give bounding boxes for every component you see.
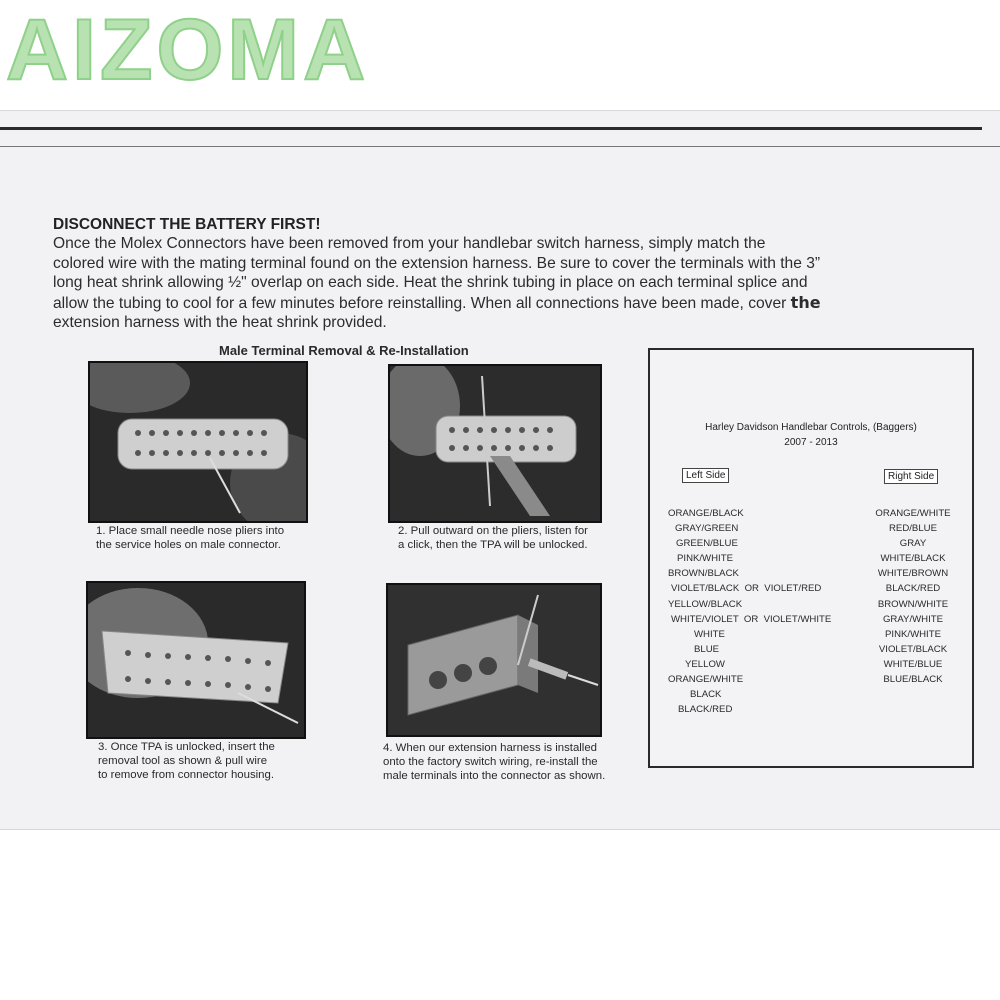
step-2-caption-line-2: a click, then the TPA will be unlocked. [398, 538, 588, 551]
wiring-chart-title: Harley Davidson Handlebar Controls, (Baggers) [705, 422, 917, 433]
step-4-caption-line-2: onto the factory switch wiring, re-install the [383, 755, 598, 768]
left-wire-item: BLACK/RED [678, 704, 733, 716]
step-2-caption [398, 525, 588, 553]
left-wire-item: WHITE [694, 628, 725, 640]
right-wire-item: GRAY/WHITE [882, 613, 944, 625]
step-3-caption [98, 741, 275, 782]
left-wire-item: ORANGE/BLACK [668, 508, 744, 519]
right-wire-item: GRAY [899, 538, 927, 550]
left-side-wire-list [668, 506, 848, 717]
left-side-label: Left Side [682, 468, 729, 483]
left-wire-item: VIOLET/BLACK OR VIOLET/RED [671, 583, 822, 595]
top-rule [0, 127, 982, 130]
step-2-caption-line-1: 2. Pull outward on the pliers, listen for [398, 525, 588, 537]
step-4-photo [386, 583, 602, 737]
step-1-photo [88, 361, 308, 523]
intro-text [53, 215, 988, 332]
right-wire-item: RED/BLUE [889, 523, 937, 535]
right-wire-item: WHITE/BLUE [883, 658, 943, 670]
step-4-caption-line-3: male terminals into the connector as shown. [383, 769, 606, 782]
left-wire-item: GREEN/BLUE [676, 538, 738, 550]
left-wire-item: YELLOW [685, 658, 725, 670]
right-wire-item: WHITE/BROWN [877, 568, 949, 580]
right-wire-item: BLACK/RED [885, 583, 941, 595]
wiring-chart [648, 348, 974, 768]
step-1-caption-line-1: 1. Place small needle nose pliers into [96, 525, 285, 537]
intro-line-3: long heat shrink allowing ½" overlap on each side. Heat the shrink tubing in place on each terminal splice and [53, 274, 808, 292]
section-title: Male Terminal Removal & Re-Installation [219, 343, 469, 358]
step-3-caption-line-1: 3. Once TPA is unlocked, insert the [98, 741, 275, 753]
intro-line-4 [53, 293, 988, 313]
intro-line-5: extension harness with the heat shrink provided. [53, 314, 387, 332]
wiring-chart-years: 2007 - 2013 [784, 437, 838, 448]
right-side-label: Right Side [884, 469, 938, 484]
intro-line-1: Once the Molex Connectors have been removed from your handlebar switch harness, simply match the [53, 235, 766, 253]
right-wire-item: WHITE/BLACK [880, 553, 946, 565]
aizoma-logo: AIZOMA [6, 2, 370, 98]
step-3-photo [86, 581, 306, 739]
instruction-sheet [0, 110, 1000, 830]
right-wire-item: VIOLET/BLACK [878, 643, 948, 655]
right-side-wire-list [868, 506, 958, 687]
left-wire-item: BLUE [694, 643, 720, 655]
right-wire-item: BLUE/BLACK [883, 674, 943, 686]
top-rule-thin [0, 146, 1000, 147]
left-wire-item: PINK/WHITE [677, 553, 733, 565]
left-wire-item: YELLOW/BLACK [668, 598, 743, 610]
battery-warning-heading: DISCONNECT THE BATTERY FIRST! [53, 216, 321, 233]
intro-line-2: colored wire with the mating terminal found on the extension harness. Be sure to cover the terminals with the 3” [53, 254, 821, 272]
intro-line-4-emphasis: the [790, 292, 821, 312]
step-1-caption [96, 525, 284, 553]
left-wire-item: BLACK [690, 689, 722, 701]
step-4-caption-line-1: 4. When our extension harness is installed [383, 742, 598, 754]
right-wire-item: ORANGE/WHITE [875, 508, 951, 519]
step-2-photo [388, 364, 602, 523]
left-wire-item: BROWN/BLACK [668, 568, 739, 580]
left-wire-item: ORANGE/WHITE [668, 674, 744, 686]
intro-line-4-text: allow the tubing to cool for a few minutes before reinstalling. When all connections have been made, cover [53, 294, 791, 312]
left-wire-item: GRAY/GREEN [675, 523, 739, 535]
step-3-caption-line-3: to remove from connector housing. [98, 768, 275, 781]
right-wire-item: BROWN/WHITE [877, 598, 949, 610]
step-1-caption-line-2: the service holes on male connector. [96, 538, 281, 551]
step-4-caption [383, 742, 605, 783]
left-wire-item: WHITE/VIOLET OR VIOLET/WHITE [671, 613, 832, 625]
right-wire-item: PINK/WHITE [885, 628, 941, 640]
step-3-caption-line-2: removal tool as shown & pull wire [98, 754, 268, 767]
